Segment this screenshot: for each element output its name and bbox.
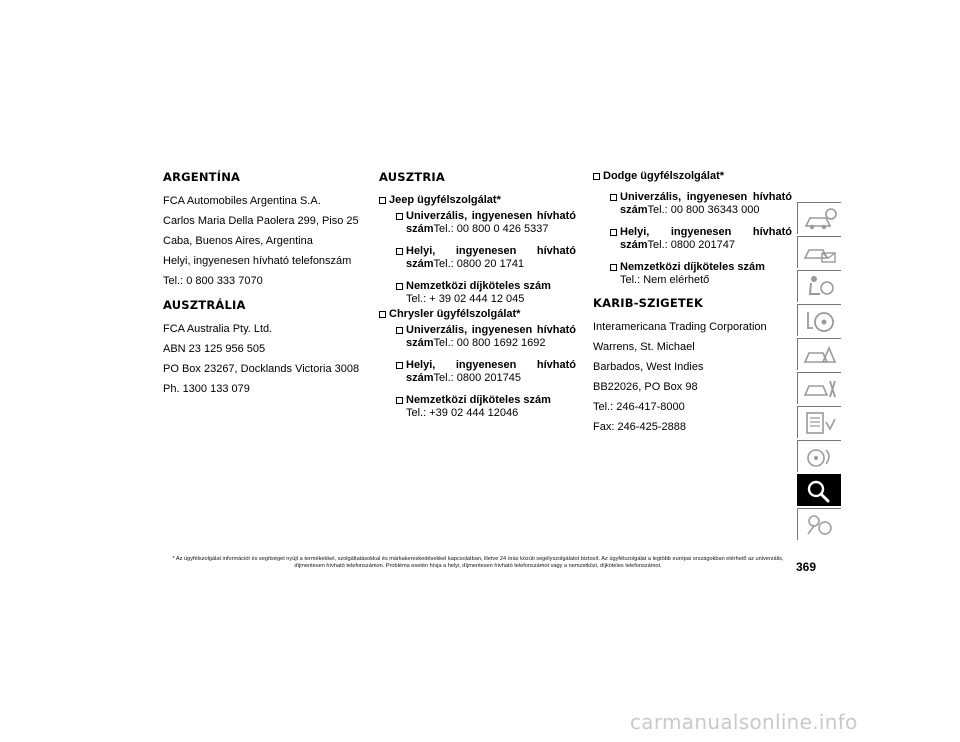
universal-label: Univerzális, ingyenesen hívható	[406, 324, 576, 336]
column-austria	[379, 170, 576, 429]
car-service-icon	[802, 376, 838, 402]
search-icon	[802, 478, 838, 504]
number-label: szám	[406, 337, 434, 349]
tab-service[interactable]	[797, 372, 841, 404]
car-mail-icon	[802, 240, 838, 266]
jeep-intl-item	[379, 280, 576, 306]
universal-label: Univerzális, ingyenesen hívható	[406, 210, 576, 222]
checkbox-bullet-icon	[379, 197, 386, 204]
tab-emergency[interactable]	[797, 338, 841, 370]
australia-line: Ph. 1300 133 079	[163, 383, 250, 395]
caribbean-line: Barbados, West Indies	[593, 361, 704, 373]
tab-driving[interactable]	[797, 304, 841, 336]
phone-number: Tel.: +39 02 444 12046	[406, 407, 519, 419]
caribbean-line: Tel.: 246-417-8000	[593, 401, 685, 413]
tab-multimedia[interactable]	[797, 440, 841, 472]
car-dashboard-icon	[802, 206, 838, 232]
dodge-service-item	[593, 170, 792, 183]
phone-number: Tel.: 0800 201747	[647, 239, 735, 251]
checkbox-bullet-icon	[396, 213, 403, 220]
argentina-line: Helyi, ingyenesen hívható telefonszám	[163, 255, 352, 267]
number-label: szám	[620, 239, 648, 251]
tab-mail[interactable]	[797, 236, 841, 268]
tab-specifications[interactable]	[797, 406, 841, 438]
caribbean-line: BB22026, PO Box 98	[593, 381, 698, 393]
checkbox-bullet-icon	[396, 283, 403, 290]
watermark: carmanualsonline.info	[630, 710, 858, 734]
phone-number: Tel.: 00 800 0 426 5337	[433, 223, 549, 235]
australia-line: ABN 23 125 956 505	[163, 343, 266, 355]
page-number: 369	[796, 560, 817, 574]
universal-label: Univerzális, ingyenesen hívható	[620, 191, 792, 203]
checkbox-bullet-icon	[379, 311, 386, 318]
steering-wheel-icon	[802, 308, 838, 334]
argentina-line: FCA Automobiles Argentina S.A.	[163, 195, 321, 207]
seat-airbag-icon	[802, 274, 838, 300]
australia-line: FCA Australia Pty. Ltd.	[163, 323, 273, 335]
checkbox-bullet-icon	[396, 248, 403, 255]
local-label: Helyi, ingyenesen hívható	[620, 226, 792, 238]
phone-number: Tel.: 0800 20 1741	[433, 258, 525, 270]
argentina-line: Tel.: 0 800 333 7070	[163, 275, 263, 287]
caribbean-line: Warrens, St. Michael	[593, 341, 695, 353]
language-index-icon	[802, 512, 838, 538]
number-label: szám	[620, 204, 648, 216]
phone-number: Tel.: Nem elérhető	[620, 274, 710, 286]
jeep-service-title: Jeep ügyfélszolgálat*	[389, 194, 501, 206]
heading-austria: AUSZTRIA	[379, 170, 445, 184]
caribbean-line: Fax: 246-425-2888	[593, 421, 686, 433]
tab-dashboard[interactable]	[797, 202, 841, 234]
heading-caribbean: KARIB-SZIGETEK	[593, 296, 704, 310]
heading-argentina: ARGENTÍNA	[163, 170, 241, 184]
checkbox-bullet-icon	[610, 194, 617, 201]
caribbean-line: Interamericana Trading Corporation	[593, 321, 767, 333]
checkbox-bullet-icon	[593, 173, 600, 180]
tab-index[interactable]	[797, 508, 841, 540]
argentina-line: Carlos Maria Della Paolera 299, Piso 25	[163, 215, 359, 227]
number-label: szám	[406, 372, 434, 384]
phone-number: Tel.: 00 800 36343 000	[647, 204, 760, 216]
phone-number: Tel.: + 39 02 444 12 045	[406, 293, 525, 305]
dodge-local-item	[593, 226, 792, 252]
tab-customer-assistance[interactable]	[797, 474, 841, 506]
checklist-icon	[802, 410, 838, 436]
local-label: Helyi, ingyenesen hívható	[406, 359, 576, 371]
chrysler-service-title: Chrysler ügyfélszolgálat*	[389, 308, 521, 320]
dodge-service-title: Dodge ügyfélszolgálat*	[603, 170, 725, 182]
checkbox-bullet-icon	[396, 327, 403, 334]
heading-australia: AUSZTRÁLIA	[163, 298, 246, 312]
checkbox-bullet-icon	[396, 362, 403, 369]
dodge-intl-item	[593, 261, 792, 287]
column-dodge-caribbean	[593, 170, 792, 440]
number-label: szám	[406, 258, 434, 270]
phone-number: Tel.: 00 800 1692 1692	[433, 337, 546, 349]
jeep-universal-item	[379, 210, 576, 236]
local-label: Helyi, ingyenesen hívható	[406, 245, 576, 257]
dodge-universal-item	[593, 191, 792, 217]
footnote: * Az ügyfélszolgálat információt és segítséget nyújt a termékekkel, szolgáltatásokkal és márkakereskedésekkel kapcsolatban, illetve 24 órás közúti segélyszolgálatot biztosít. Az ügyfélszolgálat a legtöbb európai országokban elérhető az univerzális, díjmentesen hívható telefonszámon. Probléma esetén hívja a helyi, díjmentesen hívható telefonszámot vagy a nemzetközi, díjköteles telefonszámot.	[172, 556, 784, 569]
chrysler-service-item	[379, 308, 576, 321]
tab-safety[interactable]	[797, 270, 841, 302]
intl-label: Nemzetközi díjköteles szám	[620, 261, 765, 273]
car-emergency-icon	[802, 342, 838, 368]
jeep-service-item	[379, 194, 576, 207]
chapter-tab-sidebar	[797, 202, 841, 542]
intl-label: Nemzetközi díjköteles szám	[406, 394, 551, 406]
intl-label: Nemzetközi díjköteles szám	[406, 280, 551, 292]
number-label: szám	[406, 223, 434, 235]
chrysler-universal-item	[379, 324, 576, 350]
checkbox-bullet-icon	[610, 264, 617, 271]
checkbox-bullet-icon	[396, 397, 403, 404]
australia-line: PO Box 23267, Docklands Victoria 3008	[163, 363, 360, 375]
argentina-line: Caba, Buenos Aires, Argentina	[163, 235, 313, 247]
multimedia-icon	[802, 444, 838, 470]
checkbox-bullet-icon	[610, 229, 617, 236]
jeep-local-item	[379, 245, 576, 271]
chrysler-local-item	[379, 359, 576, 385]
phone-number: Tel.: 0800 201745	[433, 372, 521, 384]
chrysler-intl-item	[379, 394, 576, 420]
column-argentina-australia	[163, 170, 363, 402]
